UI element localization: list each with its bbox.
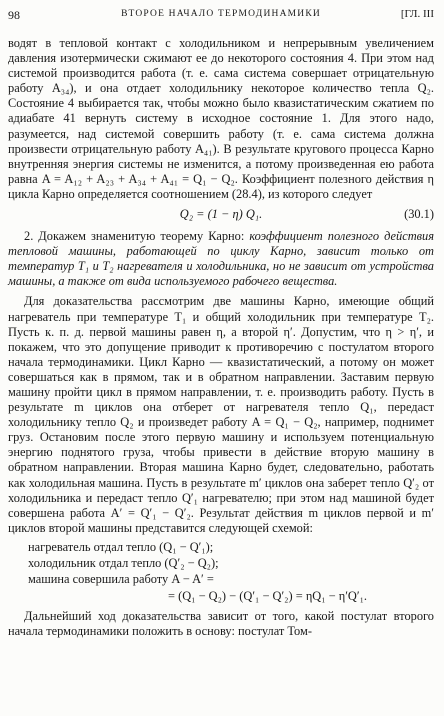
page-number: 98 (8, 8, 20, 22)
theorem-statement: коэффициент полезного действия тепловой машины, работающей по циклу Карно, зависит только от температур T₁ и T₂ нагревателя и холодильника, но не зависит от устройства машины, а также от вида используемого рабочего вещества. (8, 229, 434, 289)
scheme-line-heater: нагреватель отдал тепло (Q₁ − Q′₁); (28, 539, 214, 554)
equation-number: (30.1) (404, 207, 434, 222)
scheme (28, 539, 434, 604)
running-title: ВТОРОЕ НАЧАЛО ТЕРМОДИНАМИКИ (121, 9, 321, 19)
paragraph-carnot-theorem (8, 229, 434, 289)
paragraph-proof: Для доказательства рассмотрим две машины Карно, имеющие общий нагреватель при температуре T₁ и общий холодильник при температуре T₂. Пусть к. п. д. первой машины равен η, а второй η′. Допустим, что η > η′, и покажем, что это допущение приводит к противоречию с постулатом второго начала термодинамики. Цикл Карно — квазистатический, а потому он может совершаться как в прямом, так и в обратном направлении. Заставим первую машину пройти цикл в прямом направлении, т. е. производить работу. Пусть в результате m циклов она отберет от нагревателя тепло Q₁, передаст холодильнику тепло Q₂ и произведет работу A = Q₁ − Q₂, например, поднимет груз. Остановим после этого первую машину и используем потенциальную энергию поднятого груза, чтобы привести в действие вторую машину в обратном направлении. Вторая машина Карно будет, следовательно, работать как холодильная машина. Пусть в результате m′ циклов она заберет тепло Q′₂ от холодильника и передаст тепло Q′₁ нагревателю; при этом над машиной будет совершена работа A′ = Q′₁ − Q′₂. Результат действия m циклов первой и m′ циклов второй машины представится следующей схемой: (8, 294, 434, 535)
equation-30-1 (8, 204, 434, 226)
paragraph-carnot-cycle-end: водят в тепловой контакт с холодильником и непрерывным увеличением давления изотермически сжимают ее до некоторого состояния 4. При этом над системой производится работа (т. е. сама система совершает отрицательную работу A₃₄), и она отдает холодильнику некоторое количество тепла Q₂. Состояние 4 выбирается так, чтобы можно было квазистатическим сжатием по адиабате 41 вернуть систему в исходное состояние 1. Для этого надо, разумеется, над системой совершить работу (т. е. сама система должна произвести отрицательную работу A₄₁). В результате кругового процесса Карно внутренняя энергия системы не изменится, а потому произведенная ею работа равна A = A₁₂ + A₂₃ + A₃₄ + A₄₁ = Q₁ − Q₂. Коэффициент полезного действия η цикла Карно определяется соотношением (28.4), из которого следует (8, 36, 434, 201)
equation-formula: Q₂ = (1 − η) Q₁. (179, 207, 263, 222)
body-text (8, 36, 434, 639)
paragraph-continuation: Дальнейший ход доказательства зависит от того, какой постулат второго начала термодинамики положить в основу: постулат Том- (8, 608, 434, 638)
scheme-line-work: машина совершила работу A − A′ = (28, 572, 214, 587)
scheme-line-cooler: холодильник отдал тепло (Q′₂ − Q₂); (28, 556, 219, 571)
theorem-lead: 2. Докажем знаменитую теорему Карно: (24, 229, 250, 244)
page-header (8, 6, 434, 24)
scheme-line-work-result: = (Q₁ − Q₂) − (Q′₁ − Q′₂) = ηQ₁ − η′Q′₁. (168, 588, 368, 603)
chapter-label: [ГЛ. III (400, 8, 434, 20)
